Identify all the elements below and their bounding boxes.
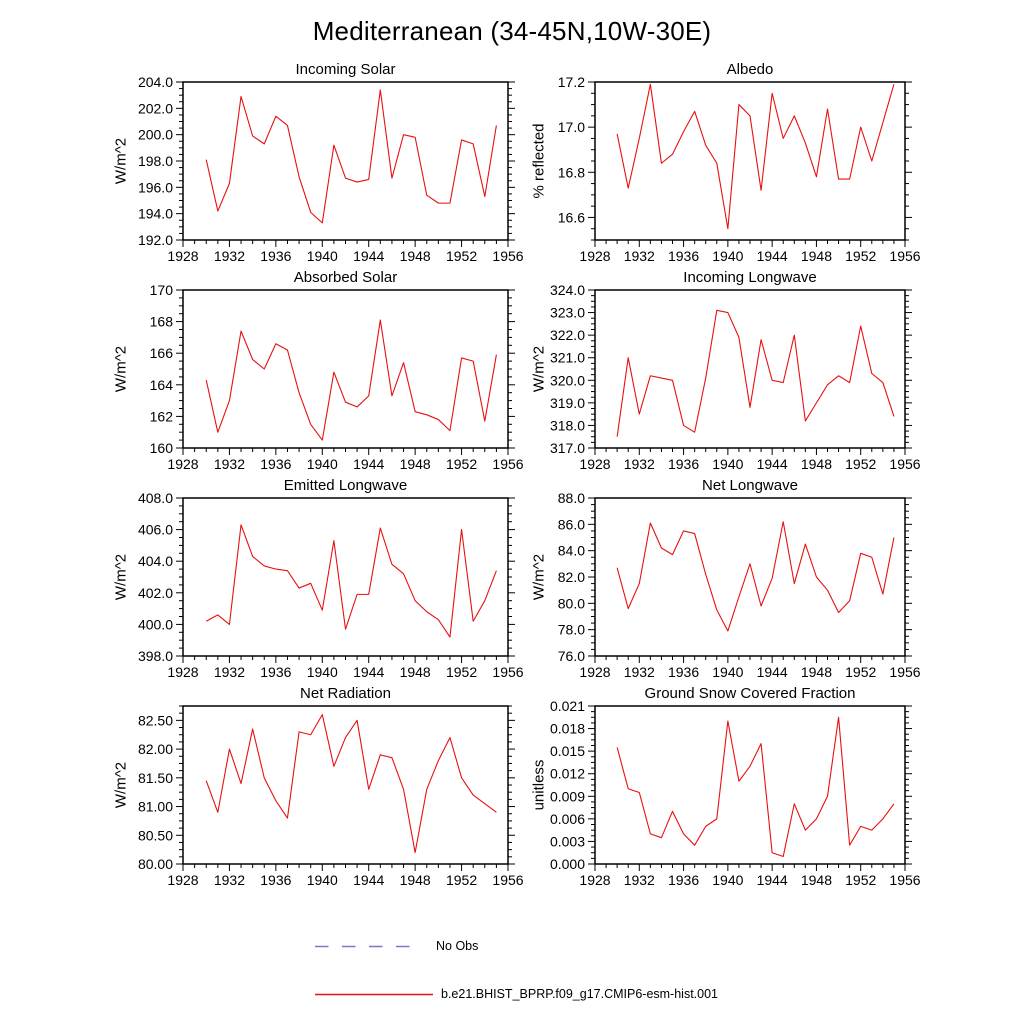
svg-text:1948: 1948 <box>399 664 431 680</box>
svg-text:1952: 1952 <box>845 248 877 264</box>
svg-text:1948: 1948 <box>800 456 833 472</box>
svg-text:1956: 1956 <box>492 456 524 472</box>
svg-text:1948: 1948 <box>399 456 431 472</box>
svg-text:80.00: 80.00 <box>137 856 173 872</box>
svg-text:1940: 1940 <box>306 248 338 264</box>
chart-incoming-longwave <box>512 264 1024 472</box>
svg-text:198.0: 198.0 <box>137 153 173 169</box>
svg-text:0.015: 0.015 <box>549 743 585 760</box>
svg-text:1928: 1928 <box>579 248 611 264</box>
plot-net-radiation <box>0 680 524 888</box>
svg-text:1944: 1944 <box>756 872 788 888</box>
svg-text:1940: 1940 <box>712 456 744 472</box>
chart-title: Net Longwave <box>702 477 798 494</box>
svg-text:166: 166 <box>149 345 173 362</box>
svg-text:1932: 1932 <box>213 872 246 888</box>
svg-text:1952: 1952 <box>445 872 478 888</box>
svg-text:81.50: 81.50 <box>137 769 173 786</box>
svg-text:406.0: 406.0 <box>137 521 173 538</box>
svg-text:0.006: 0.006 <box>549 810 585 827</box>
svg-text:1932: 1932 <box>623 872 655 888</box>
svg-text:1956: 1956 <box>889 248 921 264</box>
svg-text:0.000: 0.000 <box>549 856 585 872</box>
svg-text:17.0: 17.0 <box>557 119 585 136</box>
svg-text:1932: 1932 <box>213 248 246 264</box>
svg-text:1932: 1932 <box>623 248 655 264</box>
plot-net-longwave <box>512 472 1024 680</box>
svg-text:321.0: 321.0 <box>549 349 585 366</box>
svg-text:168: 168 <box>149 313 173 330</box>
svg-text:1928: 1928 <box>579 664 611 680</box>
chart-emitted-longwave <box>0 472 524 680</box>
svg-text:16.8: 16.8 <box>557 164 585 181</box>
no-obs-line-icon <box>315 945 410 948</box>
svg-text:1952: 1952 <box>445 456 478 472</box>
svg-text:81.00: 81.00 <box>137 798 173 815</box>
svg-text:1936: 1936 <box>667 872 700 888</box>
no-obs-label: No Obs <box>436 939 479 953</box>
svg-text:323.0: 323.0 <box>549 304 585 321</box>
svg-text:82.00: 82.00 <box>137 741 173 758</box>
svg-text:1956: 1956 <box>492 248 524 264</box>
chart-title: Emitted Longwave <box>283 477 408 494</box>
svg-text:1948: 1948 <box>399 872 431 888</box>
chart-incoming-solar <box>0 56 524 264</box>
svg-text:1944: 1944 <box>756 664 788 680</box>
svg-text:1928: 1928 <box>579 456 611 472</box>
svg-text:1936: 1936 <box>260 456 292 472</box>
plot-emitted-longwave <box>0 472 524 680</box>
svg-text:1956: 1956 <box>492 664 524 680</box>
svg-text:78.0: 78.0 <box>557 621 585 638</box>
svg-text:1936: 1936 <box>260 248 292 264</box>
svg-text:162: 162 <box>149 408 173 425</box>
svg-text:0.012: 0.012 <box>549 765 585 782</box>
chart-net-radiation <box>0 680 524 888</box>
y-axis-label: % reflected <box>530 123 548 199</box>
svg-text:0.018: 0.018 <box>549 720 585 737</box>
legend-row-series <box>315 986 1024 1002</box>
plot-incoming-solar <box>0 56 524 264</box>
svg-text:1948: 1948 <box>399 248 431 264</box>
svg-text:192.0: 192.0 <box>137 232 173 248</box>
svg-text:82.50: 82.50 <box>137 712 173 729</box>
y-axis-label: W/m^2 <box>530 345 548 393</box>
svg-text:160: 160 <box>149 440 173 456</box>
svg-text:324.0: 324.0 <box>549 282 585 298</box>
svg-text:170: 170 <box>149 282 173 298</box>
chart-ground-snow-covered-fraction <box>512 680 1024 888</box>
y-axis-label: W/m^2 <box>112 137 130 185</box>
svg-text:0.021: 0.021 <box>549 698 585 714</box>
svg-text:1952: 1952 <box>445 248 478 264</box>
svg-text:400.0: 400.0 <box>137 616 173 633</box>
svg-text:1944: 1944 <box>756 248 788 264</box>
svg-text:322.0: 322.0 <box>549 327 585 344</box>
plot-absorbed-solar <box>0 264 524 472</box>
svg-text:1952: 1952 <box>445 664 478 680</box>
svg-text:76.0: 76.0 <box>557 648 585 664</box>
plot-ground-snow-covered-fraction <box>512 680 1024 888</box>
svg-text:1928: 1928 <box>167 664 199 680</box>
svg-text:404.0: 404.0 <box>137 553 173 570</box>
svg-text:398.0: 398.0 <box>137 648 173 664</box>
svg-text:1928: 1928 <box>167 872 199 888</box>
y-axis-label: W/m^2 <box>530 553 548 601</box>
chart-title: Albedo <box>726 61 774 78</box>
svg-text:80.0: 80.0 <box>557 595 585 612</box>
svg-text:1944: 1944 <box>756 456 788 472</box>
svg-text:0.009: 0.009 <box>549 788 585 805</box>
svg-text:196.0: 196.0 <box>137 179 173 196</box>
svg-text:17.2: 17.2 <box>557 74 585 90</box>
series-line-icon <box>315 993 433 996</box>
svg-text:204.0: 204.0 <box>137 74 173 90</box>
svg-text:320.0: 320.0 <box>549 372 585 389</box>
svg-text:1940: 1940 <box>306 872 338 888</box>
svg-text:1932: 1932 <box>213 456 246 472</box>
svg-text:1948: 1948 <box>800 872 833 888</box>
svg-text:1952: 1952 <box>845 456 877 472</box>
plot-incoming-longwave <box>512 264 1024 472</box>
svg-text:1956: 1956 <box>889 664 921 680</box>
chart-net-longwave <box>512 472 1024 680</box>
svg-text:318.0: 318.0 <box>549 417 585 434</box>
svg-text:1940: 1940 <box>712 872 744 888</box>
svg-text:1952: 1952 <box>845 872 877 888</box>
chart-albedo <box>512 56 1024 264</box>
svg-text:317.0: 317.0 <box>549 440 585 456</box>
chart-title: Net Radiation <box>300 685 391 702</box>
y-axis-label: unitless <box>530 759 548 811</box>
svg-text:86.0: 86.0 <box>557 516 585 533</box>
svg-text:1944: 1944 <box>353 872 385 888</box>
series-label: b.e21.BHIST_BPRP.f09_g17.CMIP6-esm-hist.001 <box>441 987 718 1001</box>
page-title: Mediterranean (34-45N,10W-30E) <box>312 16 712 46</box>
plot-albedo <box>512 56 1024 264</box>
svg-text:1936: 1936 <box>667 456 700 472</box>
svg-text:1944: 1944 <box>353 456 385 472</box>
svg-text:1936: 1936 <box>260 872 292 888</box>
svg-text:194.0: 194.0 <box>137 205 173 222</box>
svg-text:319.0: 319.0 <box>549 394 585 411</box>
chart-title: Incoming Solar <box>295 61 396 78</box>
charts-grid <box>0 56 1024 888</box>
chart-title: Absorbed Solar <box>293 269 398 286</box>
svg-text:164: 164 <box>149 376 173 393</box>
svg-text:1928: 1928 <box>167 248 199 264</box>
svg-text:82.0: 82.0 <box>557 569 585 585</box>
svg-text:1948: 1948 <box>800 248 833 264</box>
svg-text:16.6: 16.6 <box>557 209 585 226</box>
y-axis-label: W/m^2 <box>112 345 130 393</box>
svg-text:1936: 1936 <box>260 664 292 680</box>
svg-text:202.0: 202.0 <box>137 100 173 117</box>
legend <box>315 938 1024 1002</box>
y-axis-label: W/m^2 <box>112 761 130 809</box>
svg-text:1932: 1932 <box>623 664 655 680</box>
chart-absorbed-solar <box>0 264 524 472</box>
svg-text:1948: 1948 <box>800 664 833 680</box>
svg-text:408.0: 408.0 <box>137 490 173 506</box>
svg-text:1944: 1944 <box>353 248 385 264</box>
svg-text:1928: 1928 <box>579 872 611 888</box>
svg-text:1956: 1956 <box>492 872 524 888</box>
svg-text:1956: 1956 <box>889 872 921 888</box>
svg-text:88.0: 88.0 <box>557 490 585 506</box>
svg-text:0.003: 0.003 <box>549 833 585 850</box>
svg-text:1940: 1940 <box>306 664 338 680</box>
svg-text:84.0: 84.0 <box>557 542 585 559</box>
y-axis-label: W/m^2 <box>112 553 130 601</box>
svg-text:1936: 1936 <box>667 664 700 680</box>
svg-text:1936: 1936 <box>667 248 700 264</box>
legend-row-no-obs <box>315 938 1024 954</box>
svg-text:1952: 1952 <box>845 664 877 680</box>
svg-text:1940: 1940 <box>306 456 338 472</box>
svg-text:80.50: 80.50 <box>137 827 173 844</box>
svg-text:1932: 1932 <box>623 456 655 472</box>
svg-text:1928: 1928 <box>167 456 199 472</box>
svg-text:1956: 1956 <box>889 456 921 472</box>
svg-text:200.0: 200.0 <box>137 126 173 143</box>
chart-title: Ground Snow Covered Fraction <box>644 685 856 702</box>
svg-text:1944: 1944 <box>353 664 385 680</box>
svg-text:402.0: 402.0 <box>137 584 173 601</box>
svg-text:1932: 1932 <box>213 664 246 680</box>
svg-text:1940: 1940 <box>712 664 744 680</box>
svg-text:1940: 1940 <box>712 248 744 264</box>
chart-title: Incoming Longwave <box>683 269 817 286</box>
